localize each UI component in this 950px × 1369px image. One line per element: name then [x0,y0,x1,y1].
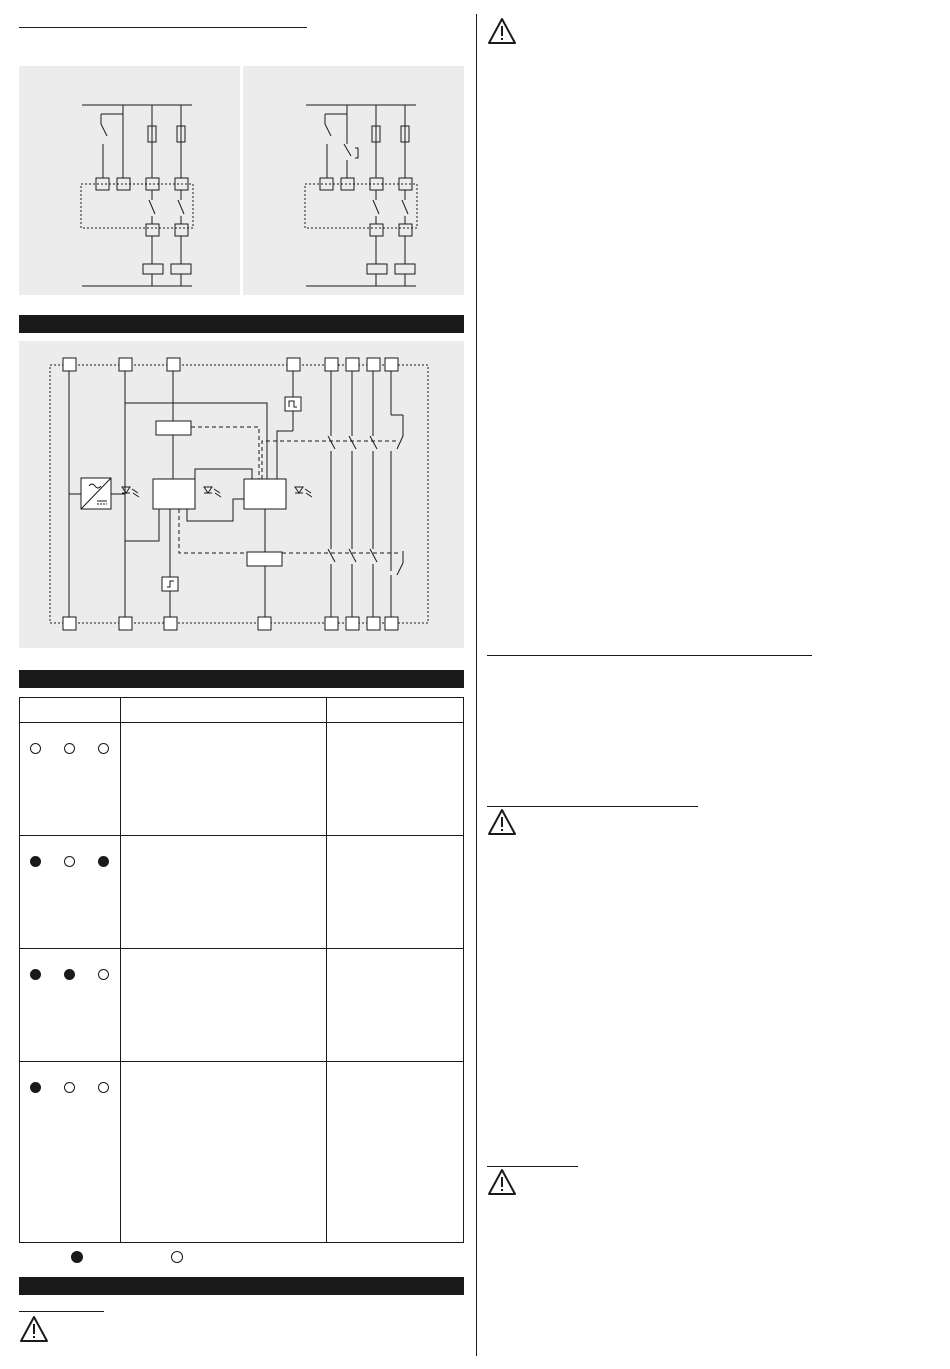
section-header-bar-2 [19,670,464,688]
led-indicator-icon [98,856,109,867]
led-cell [20,723,121,836]
led-status-table [19,697,464,1243]
table-header-cell [327,698,464,723]
warning-triangle-icon [487,17,517,45]
table-cell [327,723,464,836]
legend-led-on-icon [71,1251,83,1263]
section-underline-right-3 [487,1166,578,1167]
table-row [20,949,464,1062]
led-cell [20,836,121,949]
section-underline-right-1 [487,655,812,656]
wiring-diagram-b [243,66,464,295]
subsection-underline [19,1311,104,1312]
block-diagram [19,341,464,648]
table-header-row [20,698,464,723]
section-header-bar-1 [19,315,464,333]
table-cell [120,723,327,836]
table-header-cell [20,698,121,723]
led-cell [20,949,121,1062]
led-cell [20,1062,121,1243]
table-row [20,1062,464,1243]
led-indicator-icon [98,969,109,980]
led-indicator-icon [64,1082,75,1093]
section-underline-top [19,27,307,28]
table-cell [327,836,464,949]
legend-led-off-icon [171,1251,183,1263]
led-indicator-icon [64,856,75,867]
table-row [20,723,464,836]
led-indicator-icon [30,856,41,867]
section-underline-right-2 [487,806,698,807]
table-cell [327,949,464,1062]
table-cell [120,949,327,1062]
led-indicator-icon [64,743,75,754]
warning-triangle-icon [487,1168,517,1196]
table-cell [327,1062,464,1243]
column-divider [476,14,477,1356]
section-header-bar-3 [19,1277,464,1295]
warning-triangle-icon [487,808,517,836]
led-indicator-icon [64,969,75,980]
table-header-cell [120,698,327,723]
wiring-diagram-panel-right [243,66,464,295]
table-row [20,836,464,949]
led-indicator-icon [30,969,41,980]
table-cell [120,836,327,949]
led-indicator-icon [98,1082,109,1093]
led-indicator-icon [30,1082,41,1093]
warning-triangle-icon [19,1315,49,1343]
led-indicator-icon [98,743,109,754]
block-diagram-panel [19,341,464,648]
led-indicator-icon [30,743,41,754]
table-cell [120,1062,327,1243]
wiring-diagram-panel-left [19,66,240,295]
wiring-diagram-a [19,66,240,295]
